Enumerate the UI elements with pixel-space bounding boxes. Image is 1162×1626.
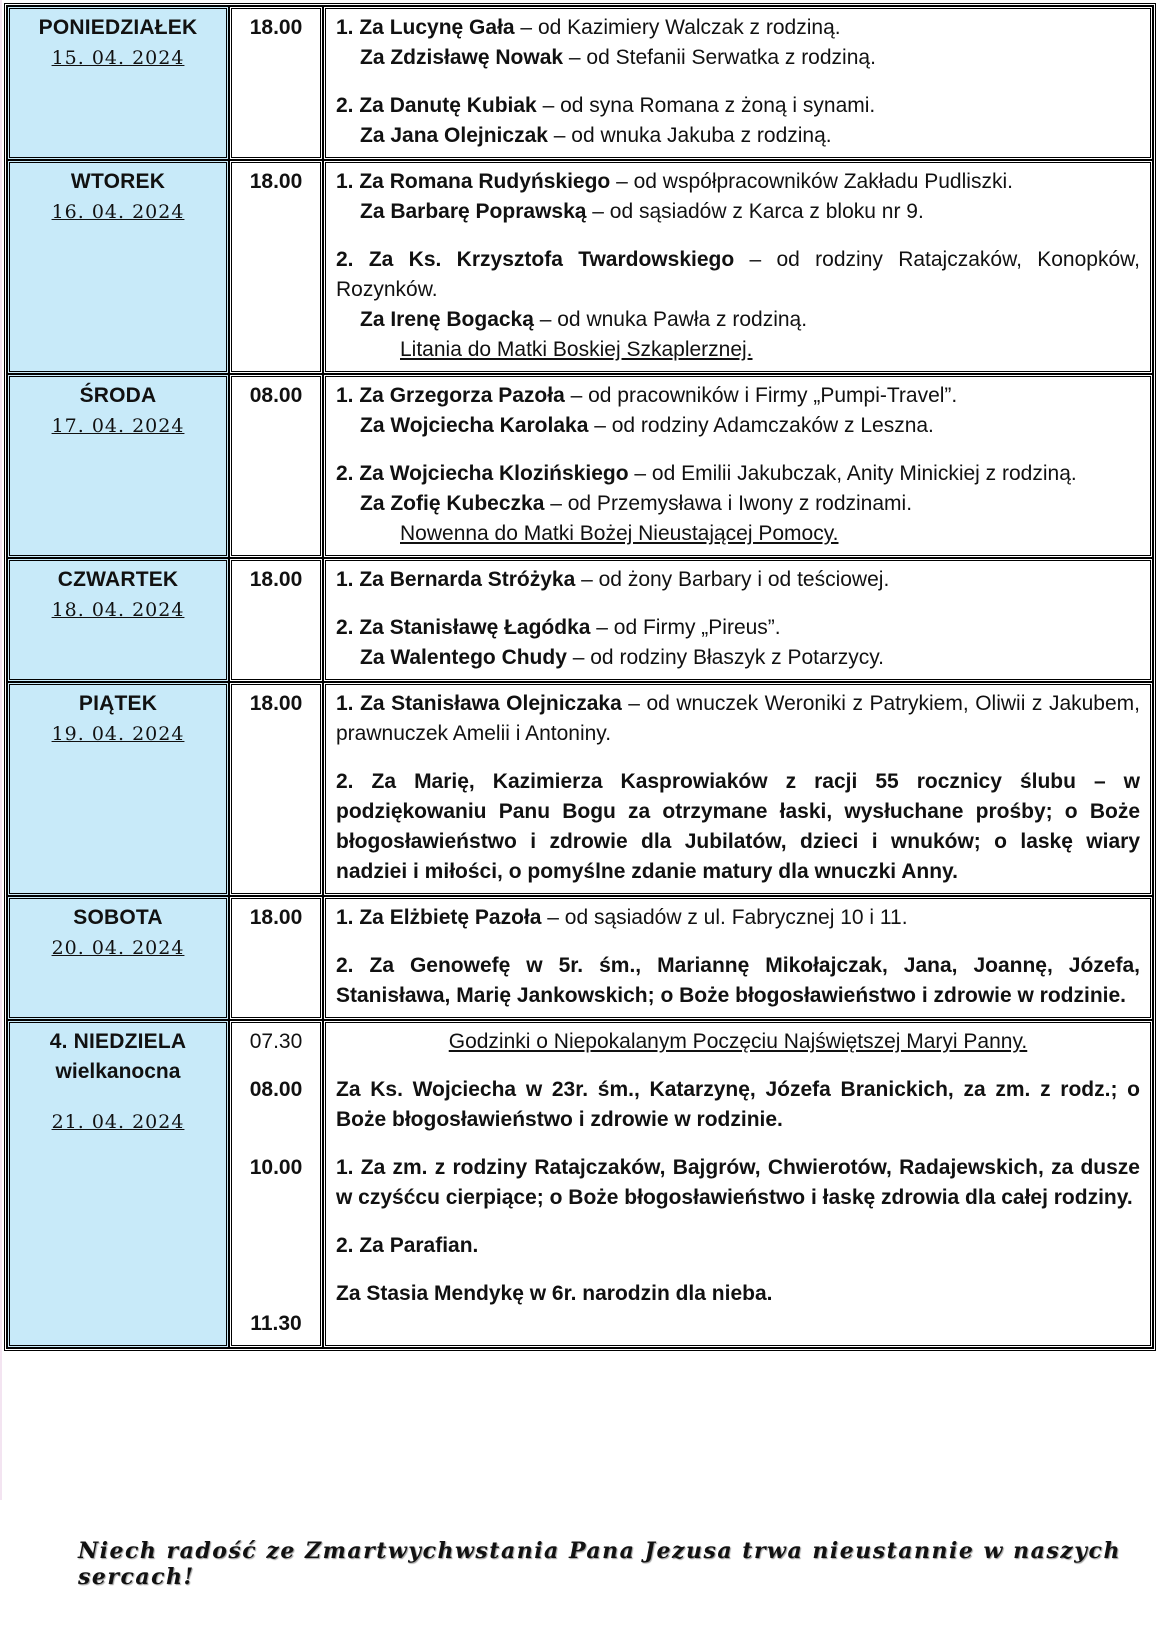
day-row — [7, 896, 1153, 1020]
mass-time: 11.30 — [250, 1312, 302, 1335]
day-date: 18. 04. 2024 — [51, 599, 185, 621]
intention-person: Za Zofię Kubeczka — [360, 492, 545, 515]
intention-line — [336, 167, 1140, 197]
intentions-cell — [323, 896, 1153, 1020]
intention-line — [336, 91, 1140, 121]
intention-from: – od wnuka Pawła z rodziną. — [533, 308, 808, 331]
footer-wish: Niech radość ze Zmartwychwstania Pana Jezusa trwa nieustannie w naszych sercach! — [78, 1538, 1121, 1590]
intention-person: Za Jana Olejniczak — [360, 124, 548, 147]
page-edge — [0, 0, 2, 1500]
intention-person: Za Romana Rudyńskiego — [359, 170, 611, 193]
intention-number: 1. — [336, 692, 361, 715]
mass-time: 18.00 — [249, 692, 303, 715]
intention-person: Za Zdzisławę Nowak — [360, 46, 564, 69]
intention: Za Ks. Wojciecha w 23r. śm., Katarzynę, Józefa Branickich, za zm. z rodz.; o Boże błogosławieństwo i zdrowie w rodzinie. — [336, 1078, 1140, 1131]
intention-line — [336, 411, 1140, 441]
time-cell — [229, 682, 323, 896]
intention-person: Za Stanisława Olejniczaka — [360, 692, 622, 715]
intention-person: Za Danutę Kubiak — [359, 94, 537, 117]
intention: Za Stasia Mendykę w 6r. narodzin dla nieba. — [336, 1282, 773, 1305]
intention-person: Za Wojciecha Karolaka — [360, 414, 589, 437]
intention-person: Za Walentego Chudy — [360, 646, 567, 669]
intention — [336, 689, 1140, 749]
day-name: PIĄTEK — [78, 692, 158, 715]
intention: 1. Za zm. z rodziny Ratajczaków, Bajgrów, Chwierotów, Radajewskich, za dusze w czyśćcu cierpiące; o Boże błogosławieństwo i łaskę zdrowia dla całej rodziny. — [336, 1156, 1140, 1209]
time-cell — [229, 1020, 323, 1348]
intention: 2. Za Parafian. — [336, 1234, 479, 1257]
intention — [336, 245, 1140, 365]
intention-line — [336, 13, 1140, 43]
intention — [336, 565, 1140, 595]
day-name: CZWARTEK — [57, 568, 179, 591]
time-cell — [229, 6, 323, 160]
intention: 2. Za Genowefę w 5r. śm., Mariannę Mikołajczak, Jana, Joannę, Józefa, Stanisława, Marię Jankowskich; o Boże błogosławieństwo i zdrowie w rodzinie. — [336, 954, 1140, 1007]
intention-line — [336, 197, 1140, 227]
intention-number: 2. — [336, 616, 360, 639]
intention-line — [336, 459, 1140, 489]
intentions-cell — [323, 160, 1153, 374]
day-date: 19. 04. 2024 — [51, 723, 185, 745]
mass-time: 18.00 — [249, 568, 303, 591]
intention-line — [336, 43, 1140, 73]
day-name: SOBOTA — [73, 906, 163, 929]
intention-from: – od żony Barbary i od teściowej. — [575, 568, 890, 591]
intention — [336, 381, 1140, 441]
mass-intentions-table — [4, 3, 1156, 1351]
intention — [336, 613, 1140, 673]
intention-from: – od Emilii Jakubczak, Anity Minickiej z rodziną. — [628, 462, 1077, 485]
day-date: 16. 04. 2024 — [51, 201, 185, 223]
day-cell — [7, 1020, 229, 1348]
intention-person: Za Stanisławę Łagódka — [359, 616, 591, 639]
intention-from: – od pracowników i Firmy „Pumpi-Travel”. — [564, 384, 958, 407]
intention-person: Za Elżbietę Pazoła — [359, 906, 542, 929]
intention-line — [336, 903, 1140, 933]
day-row-sunday — [7, 1020, 1153, 1348]
intention-person: Za Barbarę Poprawską — [360, 200, 587, 223]
intention-line — [336, 689, 1140, 749]
time-cell — [229, 896, 323, 1020]
intention-line — [336, 305, 1140, 335]
intention-from: – od współpracowników Zakładu Pudliszki. — [610, 170, 1013, 193]
mass-time: 18.00 — [249, 170, 303, 193]
intention-from: – od sąsiadów z Karca z bloku nr 9. — [586, 200, 924, 223]
mass-time: 08.00 — [249, 1078, 303, 1101]
intention — [336, 13, 1140, 73]
day-row — [7, 374, 1153, 558]
intention-line — [336, 489, 1140, 519]
day-cell — [7, 374, 229, 558]
intention-number: 1. — [336, 16, 360, 39]
day-cell — [7, 558, 229, 682]
mass-time: 10.00 — [249, 1156, 303, 1179]
intention: 2. Za Marię, Kazimierza Kasprowiaków z racji 55 rocznicy ślubu – w podziękowaniu Panu Bogu za otrzymane łaski, wysłuchane prośby; o Boże błogosławieństwo i zdrowie dla Jubilatów, dzieci i wnuków; o laskę wiary nadziei i miłości, o pomyślne zdanie matury dla wnuczki Anny. — [336, 770, 1140, 883]
intentions-cell — [323, 682, 1153, 896]
intention-from: – od Stefanii Serwatka z rodziną. — [563, 46, 876, 69]
day-row — [7, 558, 1153, 682]
day-date: 17. 04. 2024 — [51, 415, 185, 437]
mass-time: 18.00 — [249, 16, 303, 39]
intention-from: – od wnuczek Weroniki z Patrykiem, Oliwii z Jakubem, prawnuczek Amelii i Antoniny. — [336, 692, 1140, 745]
day-subtitle: wielkanocna — [55, 1060, 181, 1083]
mass-time: 07.30 — [249, 1030, 303, 1053]
intention-from: – od rodziny Błaszyk z Potarzycy. — [566, 646, 884, 669]
intention-person: Za Irenę Bogacką — [360, 308, 534, 331]
intention — [336, 903, 1140, 933]
intention-line — [336, 643, 1140, 673]
intention-from: – od Firmy „Pireus”. — [590, 616, 781, 639]
intention — [336, 91, 1140, 151]
intention-line — [336, 245, 1140, 305]
day-cell — [7, 896, 229, 1020]
mass-time: 18.00 — [249, 906, 303, 929]
intention — [336, 167, 1140, 227]
day-date: 21. 04. 2024 — [51, 1111, 185, 1133]
day-cell — [7, 160, 229, 374]
time-cell — [229, 160, 323, 374]
intention-line — [336, 565, 1140, 595]
intention-number: 2. — [336, 94, 360, 117]
intention-number: 2. — [336, 462, 360, 485]
intention-from: – od rodziny Ratajczaków, Konopków, Rozynków. — [336, 248, 1140, 301]
intention-from: – od rodziny Adamczaków z Leszna. — [588, 414, 934, 437]
time-cell — [229, 558, 323, 682]
day-name: 4. NIEDZIELA — [49, 1030, 187, 1053]
intention-person: Za Grzegorza Pazoła — [359, 384, 565, 407]
day-date: 15. 04. 2024 — [51, 47, 185, 69]
time-cell — [229, 374, 323, 558]
intention-from: – od Przemysława i Iwony z rodzinami. — [544, 492, 913, 515]
intentions-cell — [323, 1020, 1153, 1348]
day-date: 20. 04. 2024 — [51, 937, 185, 959]
day-row — [7, 682, 1153, 896]
service-note: Nowenna do Matki Bożej Nieustającej Pomocy. — [400, 522, 839, 545]
intention-number: 1. — [336, 568, 360, 591]
day-cell — [7, 682, 229, 896]
intention-number: 1. — [336, 384, 360, 407]
intention-line — [336, 613, 1140, 643]
day-name: PONIEDZIAŁEK — [38, 16, 198, 39]
intention-line — [336, 381, 1140, 411]
intentions-cell — [323, 6, 1153, 160]
intention — [336, 459, 1140, 549]
intention-from: – od syna Romana z żoną i synami. — [536, 94, 876, 117]
mass-time: 08.00 — [249, 384, 303, 407]
intentions-cell — [323, 558, 1153, 682]
intention-from: – od wnuka Jakuba z rodziną. — [547, 124, 832, 147]
day-name: ŚRODA — [79, 384, 157, 407]
day-row — [7, 6, 1153, 160]
intention-person: Za Lucynę Gała — [359, 16, 515, 39]
intention-number: 2. — [336, 248, 369, 271]
intention-from: – od Kazimiery Walczak z rodziną. — [514, 16, 841, 39]
intention-person: Za Bernarda Stróżyka — [359, 568, 576, 591]
day-row — [7, 160, 1153, 374]
intentions-cell — [323, 374, 1153, 558]
service-note: Litania do Matki Boskiej Szkaplerznej. — [400, 338, 753, 361]
intention-person: Za Ks. Krzysztofa Twardowskiego — [368, 248, 735, 271]
intention-line — [336, 121, 1140, 151]
service-note: Godzinki o Niepokalanym Poczęciu Najświętszej Maryi Panny. — [448, 1030, 1028, 1053]
intention-person: Za Wojciecha Klozińskiego — [359, 462, 629, 485]
intention-number: 1. — [336, 906, 360, 929]
intention-from: – od sąsiadów z ul. Fabrycznej 10 i 11. — [541, 906, 908, 929]
intention-number: 1. — [336, 170, 360, 193]
day-cell — [7, 6, 229, 160]
day-name: WTOREK — [70, 170, 166, 193]
